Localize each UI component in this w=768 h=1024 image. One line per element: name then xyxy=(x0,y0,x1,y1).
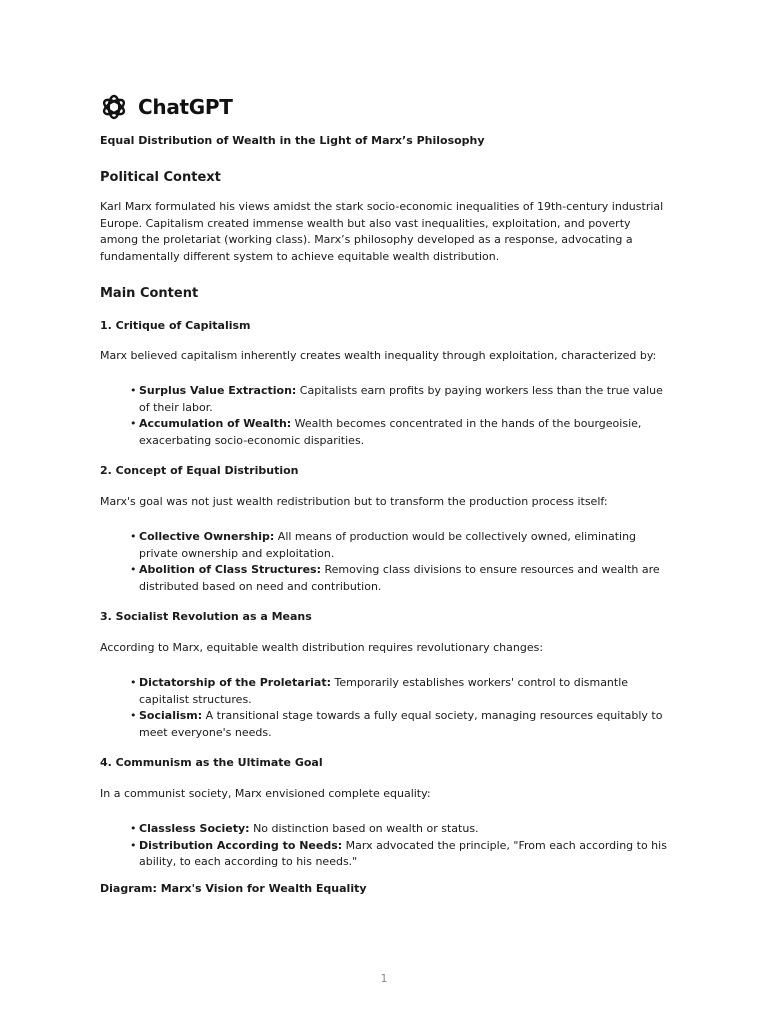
bullet-icon: • xyxy=(130,838,137,852)
list-item xyxy=(130,529,672,562)
list-item-term: Accumulation of Wealth: xyxy=(139,417,292,430)
list-item-term: Surplus Value Extraction: xyxy=(139,384,297,397)
subsection-2-list xyxy=(130,529,672,595)
list-item-text: All means of production would be collectively owned, eliminating private ownership and exploitation. xyxy=(139,530,637,560)
subsection-3-intro: According to Marx, equitable wealth distribution requires revolutionary changes: xyxy=(100,641,544,654)
list-item xyxy=(130,675,672,708)
subsection-heading-3: 3. Socialist Revolution as a Means xyxy=(100,610,312,623)
bullet-icon: • xyxy=(130,417,137,430)
list-item-text: Temporarily establishes workers' control to dismantle capitalist structures. xyxy=(139,676,629,706)
list-item xyxy=(130,416,672,449)
list-item-text: No distinction based on wealth or status. xyxy=(249,822,479,835)
subsection-4-intro: In a communist society, Marx envisioned complete equality: xyxy=(100,787,431,800)
list-item-text: Capitalists earn profits by paying workers less than the true value of their labor. xyxy=(139,384,663,414)
brand-header xyxy=(100,93,233,121)
list-item xyxy=(130,562,672,595)
bullet-icon: • xyxy=(130,530,137,543)
document-title: Equal Distribution of Wealth in the Light of Marx’s Philosophy xyxy=(100,134,485,147)
section-heading-political-context: Political Context xyxy=(100,170,221,185)
bullet-icon: • xyxy=(130,709,137,722)
political-context-paragraph: Karl Marx formulated his views amidst the stark socio-economic inequalities of 19th-century industrial Europe. Capitalism created immense wealth but also vast inequalities, exploitation, and poverty among the proletariat (working class). Marx’s philosophy developed as a response, advocating a fundamentally different system to achieve equitable wealth distribution. xyxy=(100,200,664,263)
list-item-text: Wealth becomes concentrated in the hands of the bourgeoisie, exacerbating socio-economic disparities. xyxy=(139,417,642,447)
subsection-heading-4: 4. Communism as the Ultimate Goal xyxy=(100,756,323,769)
bullet-icon: • xyxy=(130,384,137,397)
list-item xyxy=(130,821,672,838)
section-heading-main-content: Main Content xyxy=(100,286,199,301)
list-item-text: Marx advocated the principle, "From each according to his ability, to each according to his needs." xyxy=(139,838,667,868)
list-item-term: Socialism: xyxy=(139,709,203,722)
page-number: 1 xyxy=(380,972,388,985)
list-item xyxy=(130,708,672,741)
list-item-term: Dictatorship of the Proletariat: xyxy=(139,676,331,689)
subsection-2-intro: Marx's goal was not just wealth redistribution but to transform the production process itself: xyxy=(100,495,608,508)
brand-name: ChatGPT xyxy=(138,95,233,119)
list-item-term: Abolition of Class Structures: xyxy=(139,563,321,576)
list-item-text: Removing class divisions to ensure resources and wealth are distributed based on need and contribution. xyxy=(139,563,660,593)
bullet-icon: • xyxy=(130,676,137,689)
subsection-1-list xyxy=(130,383,672,449)
list-item-term: Classless Society: xyxy=(139,822,250,835)
bullet-icon: • xyxy=(130,822,137,835)
subsection-heading-1: 1. Critique of Capitalism xyxy=(100,319,251,332)
subsection-4-list xyxy=(130,821,672,871)
list-item-text: A transitional stage towards a fully equal society, managing resources equitably to meet everyone's needs. xyxy=(139,709,663,739)
openai-logo-icon xyxy=(100,93,128,121)
subsection-heading-2: 2. Concept of Equal Distribution xyxy=(100,464,299,477)
list-item xyxy=(130,838,672,871)
subsection-1-intro: Marx believed capitalism inherently creates wealth inequality through exploitation, characterized by: xyxy=(100,349,657,362)
list-item xyxy=(130,383,672,416)
list-item-term: Collective Ownership: xyxy=(139,530,275,543)
list-item-term: Distribution According to Needs: xyxy=(139,838,343,852)
diagram-heading: Diagram: Marx's Vision for Wealth Equality xyxy=(100,882,367,895)
bullet-icon: • xyxy=(130,563,137,576)
subsection-3-list xyxy=(130,675,672,741)
